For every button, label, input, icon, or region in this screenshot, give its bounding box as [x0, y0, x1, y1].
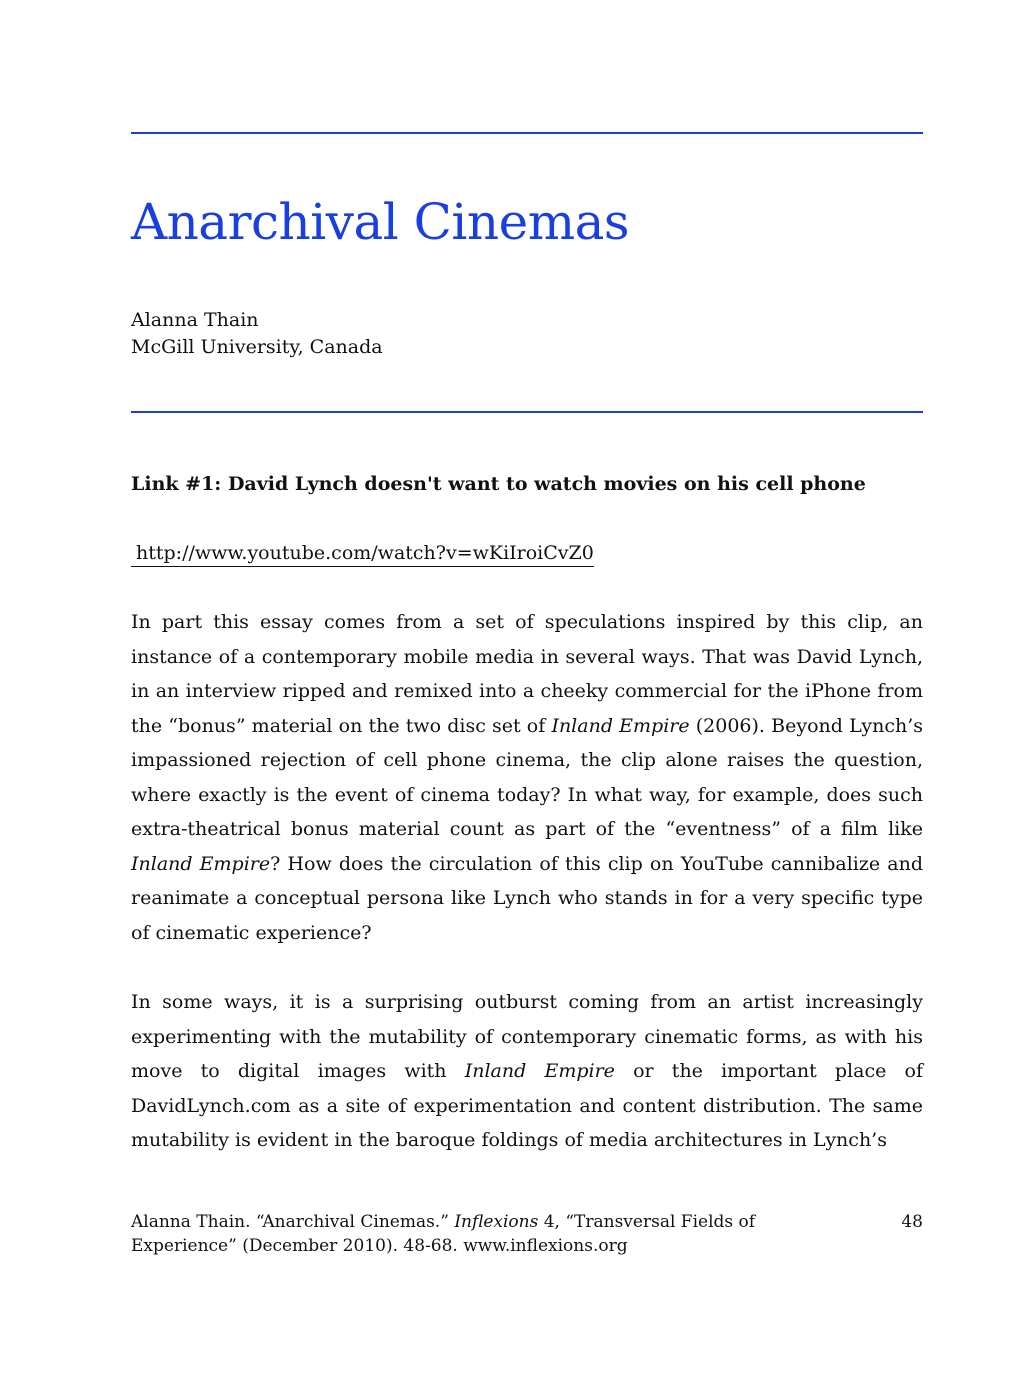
- citation-text: Alanna Thain. “Anarchival Cinemas.”: [131, 1212, 455, 1232]
- author-affiliation: McGill University, Canada: [131, 336, 383, 358]
- citation-text: 4, “Transversal Fields of Experience” (December 2010). 48-68. www.inflexions.org: [131, 1212, 756, 1256]
- citation: [131, 1210, 811, 1258]
- paragraph-text: ? How does the circulation of this clip on YouTube cannibalize and reanimate a conceptual persona like Lynch who stands in for a very specific type of cinematic experience?: [131, 852, 923, 944]
- body-paragraph-2: [131, 985, 923, 1158]
- body-paragraph-1: [131, 605, 923, 950]
- film-title-italic: Inland Empire: [551, 714, 690, 737]
- journal-name: Inflexions: [454, 1212, 539, 1232]
- article-title: Anarchival Cinemas: [131, 193, 630, 251]
- paragraph-text: (2006). Beyond Lynch’s impassioned rejection of cell phone cinema, the clip alone raises the question, where exactly is the event of cinema today? In what way, for example, does such extra-theatrical bonus material count as part of the “eventness” of a film like: [131, 714, 923, 840]
- paragraph-text: or the important place of DavidLynch.com as a site of experimentation and content distribution. The same mutability is evident in the baroque foldings of media architectures in Lynch’s: [131, 1060, 924, 1151]
- paragraph-text: In some ways, it is a surprising outburst coming from an artist increasingly experimenting with the mutability of contemporary cinematic forms, as with his move to digital images with: [131, 991, 923, 1082]
- author-name: Alanna Thain: [131, 309, 259, 331]
- link-heading: Link #1: David Lynch doesn't want to watch movies on his cell phone: [131, 473, 866, 495]
- author-block: [131, 307, 383, 361]
- film-title-italic: Inland Empire: [464, 1060, 615, 1082]
- page-footer: [131, 1210, 923, 1258]
- section-rule: [131, 411, 923, 413]
- film-title-italic: Inland Empire: [131, 852, 271, 875]
- top-rule: [131, 132, 923, 134]
- paragraph-text: In part this essay comes from a set of speculations inspired by this clip, an instance of a contemporary mobile media in several ways. That was David Lynch, in an interview ripped and remixed into a cheeky commercial for the iPhone from the “bonus” material on the two disc set of: [131, 611, 923, 737]
- page-number: 48: [901, 1212, 923, 1232]
- youtube-link[interactable]: http://www.youtube.com/watch?v=wKiIroiCvZ0: [131, 540, 594, 567]
